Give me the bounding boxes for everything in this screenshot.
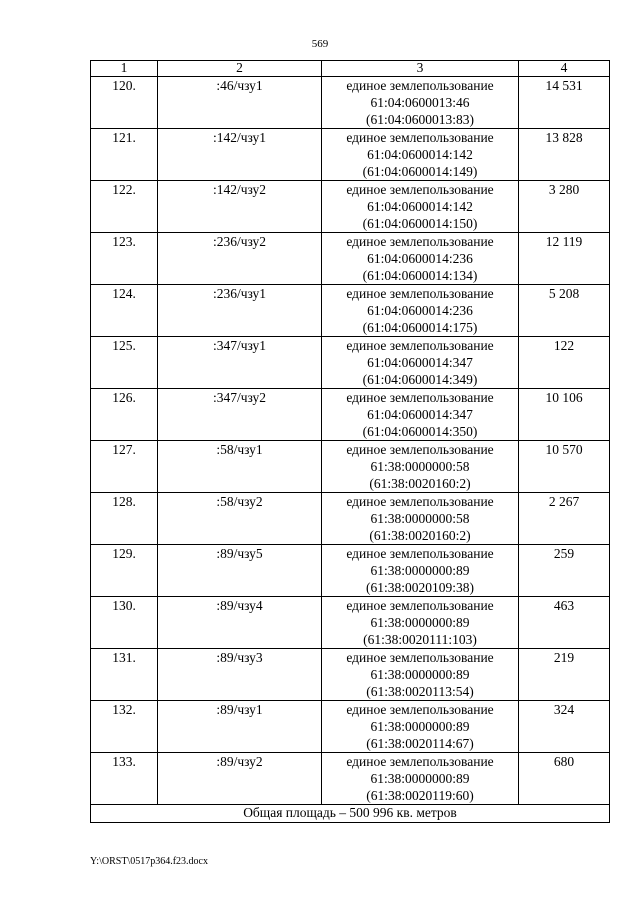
description-line: единое землепользование bbox=[346, 338, 494, 353]
column-header: 1 bbox=[91, 61, 158, 77]
description-line: единое землепользование bbox=[346, 78, 494, 93]
table-row bbox=[91, 493, 610, 545]
description-line: единое землепользование bbox=[346, 286, 494, 301]
plot-code: :58/чзу2 bbox=[158, 493, 322, 545]
plot-code: :46/чзу1 bbox=[158, 77, 322, 129]
plot-code: :89/чзу5 bbox=[158, 545, 322, 597]
row-number: 120. bbox=[91, 77, 158, 129]
total-row bbox=[91, 805, 610, 823]
plot-description bbox=[322, 493, 519, 545]
description-line: единое землепользование bbox=[346, 546, 494, 561]
plot-code: :142/чзу2 bbox=[158, 181, 322, 233]
plot-code: :347/чзу1 bbox=[158, 337, 322, 389]
plot-code: :142/чзу1 bbox=[158, 129, 322, 181]
plot-code: :89/чзу1 bbox=[158, 701, 322, 753]
table-row bbox=[91, 545, 610, 597]
table-row bbox=[91, 233, 610, 285]
plot-code: :89/чзу2 bbox=[158, 753, 322, 805]
plot-description bbox=[322, 701, 519, 753]
column-header: 4 bbox=[519, 61, 610, 77]
description-line: (61:38:0020160:2) bbox=[369, 528, 471, 543]
description-line: (61:38:0020119:60) bbox=[366, 788, 474, 803]
plot-code: :58/чзу1 bbox=[158, 441, 322, 493]
description-line: (61:04:0600014:149) bbox=[362, 164, 478, 179]
plot-code: :89/чзу3 bbox=[158, 649, 322, 701]
plot-area: 680 bbox=[519, 753, 610, 805]
description-line: (61:38:0020109:38) bbox=[366, 580, 474, 595]
description-line: (61:04:0600014:350) bbox=[362, 424, 478, 439]
plot-area: 10 106 bbox=[519, 389, 610, 441]
row-number: 131. bbox=[91, 649, 158, 701]
row-number: 132. bbox=[91, 701, 158, 753]
row-number: 126. bbox=[91, 389, 158, 441]
table-row bbox=[91, 701, 610, 753]
description-line: единое землепользование bbox=[346, 494, 494, 509]
description-line: единое землепользование bbox=[346, 754, 494, 769]
description-line: (61:38:0020113:54) bbox=[366, 684, 474, 699]
land-plots-table bbox=[90, 60, 610, 823]
table-row bbox=[91, 441, 610, 493]
description-line: (61:04:0600014:175) bbox=[362, 320, 478, 335]
plot-area: 463 bbox=[519, 597, 610, 649]
description-line: (61:04:0600014:349) bbox=[362, 372, 478, 387]
page-number: 569 bbox=[311, 38, 329, 50]
plot-area: 259 bbox=[519, 545, 610, 597]
plot-description bbox=[322, 649, 519, 701]
description-line: (61:38:0020111:103) bbox=[363, 632, 477, 647]
description-line: (61:38:0020114:67) bbox=[366, 736, 474, 751]
plot-description bbox=[322, 233, 519, 285]
plot-area: 219 bbox=[519, 649, 610, 701]
description-line: 61:04:0600014:236 bbox=[367, 251, 473, 266]
table-row bbox=[91, 77, 610, 129]
plot-area: 3 280 bbox=[519, 181, 610, 233]
file-path-footer: Y:\ORST\0517p364.f23.docx bbox=[90, 856, 208, 867]
row-number: 130. bbox=[91, 597, 158, 649]
row-number: 124. bbox=[91, 285, 158, 337]
description-line: (61:38:0020160:2) bbox=[369, 476, 471, 491]
description-line: 61:38:0000000:89 bbox=[370, 719, 470, 734]
plot-area: 2 267 bbox=[519, 493, 610, 545]
table-row bbox=[91, 181, 610, 233]
description-line: 61:38:0000000:89 bbox=[370, 563, 470, 578]
description-line: 61:38:0000000:58 bbox=[370, 511, 470, 526]
plot-code: :89/чзу4 bbox=[158, 597, 322, 649]
description-line: (61:04:0600013:83) bbox=[366, 112, 474, 127]
plot-description bbox=[322, 389, 519, 441]
description-line: единое землепользование bbox=[346, 390, 494, 405]
column-header: 2 bbox=[158, 61, 322, 77]
table-row bbox=[91, 649, 610, 701]
description-line: 61:04:0600014:347 bbox=[367, 407, 473, 422]
description-line: единое землепользование bbox=[346, 598, 494, 613]
table-row bbox=[91, 597, 610, 649]
total-area: Общая площадь – 500 996 кв. метров bbox=[91, 805, 610, 823]
plot-code: :347/чзу2 bbox=[158, 389, 322, 441]
description-line: 61:38:0000000:89 bbox=[370, 771, 470, 786]
description-line: единое землепользование bbox=[346, 182, 494, 197]
plot-description bbox=[322, 441, 519, 493]
row-number: 129. bbox=[91, 545, 158, 597]
row-number: 121. bbox=[91, 129, 158, 181]
plot-description bbox=[322, 597, 519, 649]
table-row bbox=[91, 129, 610, 181]
description-line: 61:38:0000000:89 bbox=[370, 615, 470, 630]
plot-area: 13 828 bbox=[519, 129, 610, 181]
description-line: единое землепользование bbox=[346, 234, 494, 249]
plot-area: 12 119 bbox=[519, 233, 610, 285]
description-line: (61:04:0600014:150) bbox=[362, 216, 478, 231]
description-line: единое землепользование bbox=[346, 650, 494, 665]
table-body bbox=[91, 77, 610, 805]
description-line: единое землепользование bbox=[346, 702, 494, 717]
description-line: 61:04:0600014:142 bbox=[367, 199, 473, 214]
plot-area: 10 570 bbox=[519, 441, 610, 493]
plot-code: :236/чзу1 bbox=[158, 285, 322, 337]
description-line: 61:04:0600014:236 bbox=[367, 303, 473, 318]
plot-area: 122 bbox=[519, 337, 610, 389]
table-header-row bbox=[91, 61, 610, 77]
plot-code: :236/чзу2 bbox=[158, 233, 322, 285]
plot-area: 14 531 bbox=[519, 77, 610, 129]
plot-description bbox=[322, 77, 519, 129]
plot-description bbox=[322, 753, 519, 805]
description-line: единое землепользование bbox=[346, 130, 494, 145]
row-number: 125. bbox=[91, 337, 158, 389]
plot-description bbox=[322, 337, 519, 389]
table-row bbox=[91, 753, 610, 805]
table-row bbox=[91, 389, 610, 441]
table-row bbox=[91, 337, 610, 389]
plot-area: 5 208 bbox=[519, 285, 610, 337]
column-header: 3 bbox=[322, 61, 519, 77]
row-number: 128. bbox=[91, 493, 158, 545]
plot-description bbox=[322, 545, 519, 597]
description-line: 61:04:0600013:46 bbox=[370, 95, 470, 110]
row-number: 133. bbox=[91, 753, 158, 805]
description-line: 61:38:0000000:89 bbox=[370, 667, 470, 682]
plot-description bbox=[322, 285, 519, 337]
description-line: 61:04:0600014:347 bbox=[367, 355, 473, 370]
description-line: единое землепользование bbox=[346, 442, 494, 457]
plot-description bbox=[322, 181, 519, 233]
plot-area: 324 bbox=[519, 701, 610, 753]
row-number: 122. bbox=[91, 181, 158, 233]
plot-description bbox=[322, 129, 519, 181]
row-number: 127. bbox=[91, 441, 158, 493]
description-line: (61:04:0600014:134) bbox=[362, 268, 478, 283]
description-line: 61:38:0000000:58 bbox=[370, 459, 470, 474]
row-number: 123. bbox=[91, 233, 158, 285]
description-line: 61:04:0600014:142 bbox=[367, 147, 473, 162]
table-row bbox=[91, 285, 610, 337]
